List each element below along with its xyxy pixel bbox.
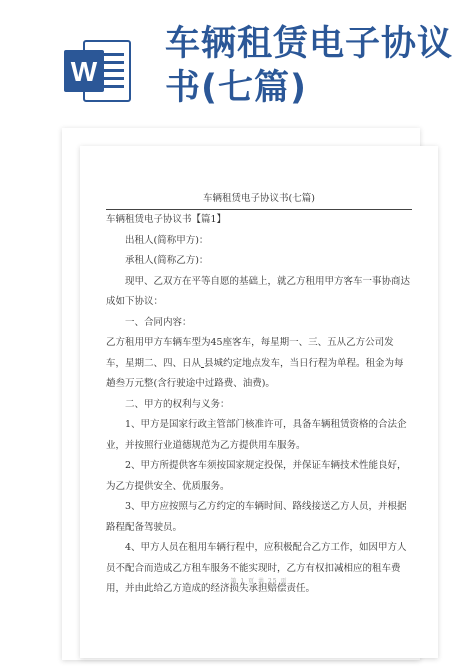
document-body <box>106 210 412 600</box>
section1-text-b: 县城约定地点发车，当日行程为单程。租金为每趟叁万元整(含行驶途中过路费、油费)。 <box>106 357 404 389</box>
clause-item-4: 4、甲方人员在租用车辆行程中，应积极配合乙方工作，如因甲方人员不配合而造成乙方租车服务不能实现时，乙方有权扣减相应的租车费用，并由此给乙方造成的经济损失承担赔偿责任。 <box>106 542 407 594</box>
lessor-line: 出租人(简称甲方)： <box>125 234 209 246</box>
document-heading: 车辆租赁电子协议书【篇1】 <box>106 214 227 225</box>
clause-item-1: 1、甲方是国家行政主管部门核准许可，具备车辆租赁资格的合法企业，并按照行业道德规范为乙方提供用车服务。 <box>106 419 407 451</box>
section2-title: 二、甲方的权利与义务： <box>125 398 230 410</box>
clause-item-3: 3、甲方应按照与乙方约定的车辆时间、路线接送乙方人员，并根据路程配备驾驶员。 <box>106 501 407 533</box>
page-title-line2: 书(七篇) <box>165 68 307 108</box>
preamble-paragraph: 现甲、乙双方在平等自愿的基础上，就乙方租用甲方客车一事协商达成如下协议： <box>106 275 411 307</box>
word-icon-letter: W <box>70 56 98 87</box>
clause-item-2: 2、甲方所提供客车须按国家规定投保，并保证车辆技术性能良好，为乙方提供安全、优质服务。 <box>106 460 407 492</box>
lessee-line: 承租人(简称乙方)： <box>125 255 209 266</box>
page-title <box>165 22 465 110</box>
section1-text-a: 乙方租用甲方车辆车型为45座客车，每星期一、三、五从乙方公司发车，星期二、四、日从 <box>106 337 394 369</box>
page-title-line1: 车辆租赁电子协议 <box>165 24 454 64</box>
word-icon <box>62 38 132 104</box>
section1-paragraph <box>106 333 412 395</box>
section1-title: 一、合同内容： <box>125 316 192 328</box>
page-footer: 第 1 页 共 25 页 <box>230 578 288 585</box>
running-header: 车辆租赁电子协议书(七篇) <box>106 190 412 210</box>
